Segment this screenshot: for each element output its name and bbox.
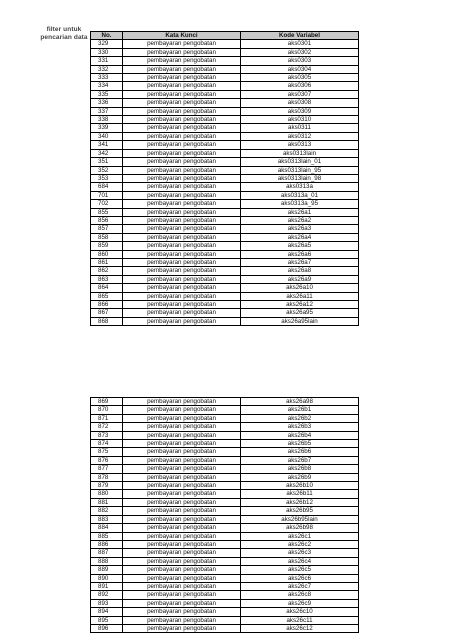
cell-kata-kunci[interactable]: pembayaran pengobatan (123, 141, 241, 149)
cell-kata-kunci[interactable]: pembayaran pengobatan (123, 574, 241, 582)
cell-kata-kunci[interactable]: pembayaran pengobatan (123, 174, 241, 182)
cell-kata-kunci[interactable]: pembayaran pengobatan (123, 490, 241, 498)
cell-kata-kunci[interactable]: pembayaran pengobatan (123, 57, 241, 65)
cell-kata-kunci[interactable]: pembayaran pengobatan (123, 524, 241, 532)
cell-kata-kunci[interactable]: pembayaran pengobatan (123, 208, 241, 216)
cell-kode-variabel[interactable]: aks26b10 (241, 482, 359, 490)
cell-kata-kunci[interactable]: pembayaran pengobatan (123, 48, 241, 56)
cell-no[interactable]: 878 (91, 473, 123, 481)
cell-no[interactable]: 857 (91, 225, 123, 233)
table-row (91, 90, 359, 98)
cell-kode-variabel[interactable]: aks0304 (241, 65, 359, 73)
cell-kata-kunci[interactable]: pembayaran pengobatan (123, 191, 241, 199)
table-row (91, 582, 359, 590)
cell-kata-kunci[interactable]: pembayaran pengobatan (123, 149, 241, 157)
cell-kata-kunci[interactable]: pembayaran pengobatan (123, 107, 241, 115)
cell-no[interactable]: 881 (91, 498, 123, 506)
table-row (91, 608, 359, 616)
cell-kode-variabel[interactable]: aks26c10 (241, 608, 359, 616)
cell-kata-kunci[interactable]: pembayaran pengobatan (123, 166, 241, 174)
cell-kata-kunci[interactable]: pembayaran pengobatan (123, 515, 241, 523)
cell-kata-kunci[interactable]: pembayaran pengobatan (123, 414, 241, 422)
table-row (91, 158, 359, 166)
cell-kata-kunci[interactable]: pembayaran pengobatan (123, 158, 241, 166)
cell-no[interactable]: 861 (91, 258, 123, 266)
table-row (91, 57, 359, 65)
cell-no[interactable]: 885 (91, 532, 123, 540)
cell-kata-kunci[interactable]: pembayaran pengobatan (123, 406, 241, 414)
cell-no[interactable]: 894 (91, 608, 123, 616)
cell-kode-variabel[interactable]: aks26c2 (241, 540, 359, 548)
cell-kode-variabel[interactable]: aks26a10 (241, 284, 359, 292)
cell-no[interactable]: 867 (91, 309, 123, 317)
table-row (91, 225, 359, 233)
cell-no[interactable]: 335 (91, 90, 123, 98)
cell-kode-variabel[interactable]: aks26b4 (241, 431, 359, 439)
cell-kode-variabel[interactable]: aks26b98 (241, 524, 359, 532)
cell-no[interactable]: 892 (91, 591, 123, 599)
cell-kode-variabel[interactable]: aks0303 (241, 57, 359, 65)
cell-kode-variabel[interactable]: aks0307 (241, 90, 359, 98)
header-kata-kunci[interactable]: Kata Kunci (123, 32, 241, 40)
cell-kode-variabel[interactable]: aks26b2 (241, 414, 359, 422)
cell-kata-kunci[interactable]: pembayaran pengobatan (123, 200, 241, 208)
table-row (91, 275, 359, 283)
cell-no[interactable]: 895 (91, 616, 123, 624)
cell-kata-kunci[interactable]: pembayaran pengobatan (123, 532, 241, 540)
cell-no[interactable]: 863 (91, 275, 123, 283)
cell-no[interactable]: 342 (91, 149, 123, 157)
cell-no[interactable]: 871 (91, 414, 123, 422)
cell-no[interactable]: 862 (91, 267, 123, 275)
cell-kode-variabel[interactable]: aks26b1 (241, 406, 359, 414)
table-row (91, 448, 359, 456)
cell-kode-variabel[interactable]: aks26b5 (241, 440, 359, 448)
cell-no[interactable]: 896 (91, 624, 123, 632)
cell-no[interactable]: 340 (91, 132, 123, 140)
cell-kode-variabel[interactable]: aks26a95 (241, 309, 359, 317)
table-row (91, 557, 359, 565)
cell-kata-kunci[interactable]: pembayaran pengobatan (123, 65, 241, 73)
table-row (91, 292, 359, 300)
table-row (91, 166, 359, 174)
cell-kode-variabel[interactable]: aks0312 (241, 132, 359, 140)
cell-kode-variabel[interactable]: aks26a12 (241, 301, 359, 309)
table-row (91, 507, 359, 515)
cell-kata-kunci[interactable]: pembayaran pengobatan (123, 423, 241, 431)
cell-kode-variabel[interactable]: aks0311 (241, 124, 359, 132)
cell-no[interactable]: 860 (91, 250, 123, 258)
cell-kata-kunci[interactable]: pembayaran pengobatan (123, 90, 241, 98)
cell-kata-kunci[interactable]: pembayaran pengobatan (123, 250, 241, 258)
table-row (91, 524, 359, 532)
cell-kode-variabel[interactable]: aks0309 (241, 107, 359, 115)
cell-kata-kunci[interactable]: pembayaran pengobatan (123, 275, 241, 283)
cell-kata-kunci[interactable]: pembayaran pengobatan (123, 225, 241, 233)
cell-kata-kunci[interactable]: pembayaran pengobatan (123, 566, 241, 574)
cell-no[interactable]: 856 (91, 216, 123, 224)
cell-kode-variabel[interactable]: aks26a98 (241, 398, 359, 406)
table-row (91, 591, 359, 599)
cell-kode-variabel[interactable]: aks26c7 (241, 582, 359, 590)
cell-no[interactable]: 873 (91, 431, 123, 439)
cell-kode-variabel[interactable]: aks0308 (241, 99, 359, 107)
cell-kode-variabel[interactable]: aks0310 (241, 116, 359, 124)
table-row (91, 515, 359, 523)
cell-kata-kunci[interactable]: pembayaran pengobatan (123, 599, 241, 607)
cell-no[interactable]: 341 (91, 141, 123, 149)
cell-kode-variabel[interactable]: aks26a5 (241, 242, 359, 250)
cell-no[interactable]: 889 (91, 566, 123, 574)
cell-kode-variabel[interactable]: aks0313a_01 (241, 191, 359, 199)
cell-kata-kunci[interactable]: pembayaran pengobatan (123, 74, 241, 82)
cell-no[interactable]: 882 (91, 507, 123, 515)
cell-kata-kunci[interactable]: pembayaran pengobatan (123, 582, 241, 590)
table-row (91, 116, 359, 124)
cell-kata-kunci[interactable]: pembayaran pengobatan (123, 398, 241, 406)
cell-kode-variabel[interactable]: aks26a9 (241, 275, 359, 283)
table-row (91, 616, 359, 624)
table-row (91, 267, 359, 275)
cell-no[interactable]: 875 (91, 448, 123, 456)
cell-kata-kunci[interactable]: pembayaran pengobatan (123, 40, 241, 48)
table-row (91, 48, 359, 56)
table-row (91, 107, 359, 115)
cell-no[interactable]: 874 (91, 440, 123, 448)
cell-kode-variabel[interactable]: aks26a1 (241, 208, 359, 216)
cell-kata-kunci[interactable]: pembayaran pengobatan (123, 507, 241, 515)
cell-kata-kunci[interactable]: pembayaran pengobatan (123, 591, 241, 599)
cell-kata-kunci[interactable]: pembayaran pengobatan (123, 124, 241, 132)
table-row (91, 574, 359, 582)
cell-kata-kunci[interactable]: pembayaran pengobatan (123, 448, 241, 456)
table-row (91, 65, 359, 73)
cell-kode-variabel[interactable]: aks26c5 (241, 566, 359, 574)
cell-kode-variabel[interactable]: aks26c9 (241, 599, 359, 607)
table-row (91, 250, 359, 258)
cell-kata-kunci[interactable]: pembayaran pengobatan (123, 267, 241, 275)
cell-no[interactable]: 339 (91, 124, 123, 132)
cell-no[interactable]: 864 (91, 284, 123, 292)
table-row (91, 124, 359, 132)
cell-kode-variabel[interactable]: aks26b95lain (241, 515, 359, 523)
table-row (91, 141, 359, 149)
table-row (91, 549, 359, 557)
cell-no[interactable]: 352 (91, 166, 123, 174)
table-row (91, 414, 359, 422)
cell-kode-variabel[interactable]: aks26c1 (241, 532, 359, 540)
cell-no[interactable]: 870 (91, 406, 123, 414)
table-row (91, 191, 359, 199)
cell-no[interactable]: 877 (91, 465, 123, 473)
header-no[interactable]: No. (91, 32, 123, 40)
table-row (91, 423, 359, 431)
table-row (91, 74, 359, 82)
cell-no[interactable]: 353 (91, 174, 123, 182)
table-row (91, 465, 359, 473)
cell-no[interactable]: 336 (91, 99, 123, 107)
cell-kode-variabel[interactable]: aks26a11 (241, 292, 359, 300)
cell-kata-kunci[interactable]: pembayaran pengobatan (123, 132, 241, 140)
table-row (91, 301, 359, 309)
cell-kode-variabel[interactable]: aks0305 (241, 74, 359, 82)
cell-no[interactable]: 879 (91, 482, 123, 490)
table-row (91, 431, 359, 439)
variable-table-1 (90, 31, 359, 326)
cell-kata-kunci[interactable]: pembayaran pengobatan (123, 233, 241, 241)
cell-kata-kunci[interactable]: pembayaran pengobatan (123, 431, 241, 439)
cell-no[interactable]: 859 (91, 242, 123, 250)
cell-no[interactable]: 887 (91, 549, 123, 557)
cell-kata-kunci[interactable]: pembayaran pengobatan (123, 465, 241, 473)
cell-kode-variabel[interactable]: aks26c12 (241, 624, 359, 632)
cell-no[interactable]: 890 (91, 574, 123, 582)
table-row (91, 216, 359, 224)
cell-kode-variabel[interactable]: aks26b3 (241, 423, 359, 431)
cell-kata-kunci[interactable]: pembayaran pengobatan (123, 616, 241, 624)
table-row (91, 200, 359, 208)
table-row (91, 540, 359, 548)
cell-no[interactable]: 866 (91, 301, 123, 309)
table-row (91, 406, 359, 414)
table-row (91, 566, 359, 574)
table-row (91, 532, 359, 540)
cell-kata-kunci[interactable]: pembayaran pengobatan (123, 99, 241, 107)
table-row (91, 233, 359, 241)
cell-no[interactable]: 886 (91, 540, 123, 548)
cell-kata-kunci[interactable]: pembayaran pengobatan (123, 557, 241, 565)
table-row (91, 242, 359, 250)
cell-kata-kunci[interactable]: pembayaran pengobatan (123, 498, 241, 506)
cell-no[interactable]: 891 (91, 582, 123, 590)
table-row (91, 599, 359, 607)
cell-kata-kunci[interactable]: pembayaran pengobatan (123, 317, 241, 325)
cell-kode-variabel[interactable]: aks26a7 (241, 258, 359, 266)
cell-no[interactable]: 702 (91, 200, 123, 208)
table-row (91, 40, 359, 48)
cell-kode-variabel[interactable]: aks0313lain_95 (241, 166, 359, 174)
cell-no[interactable]: 893 (91, 599, 123, 607)
table-row (91, 99, 359, 107)
cell-kata-kunci[interactable]: pembayaran pengobatan (123, 309, 241, 317)
cell-no[interactable]: 331 (91, 57, 123, 65)
cell-kode-variabel[interactable]: aks26b7 (241, 456, 359, 464)
cell-kode-variabel[interactable]: aks26c8 (241, 591, 359, 599)
cell-kode-variabel[interactable]: aks0302 (241, 48, 359, 56)
cell-kata-kunci[interactable]: pembayaran pengobatan (123, 82, 241, 90)
cell-kata-kunci[interactable]: pembayaran pengobatan (123, 116, 241, 124)
cell-no[interactable]: 351 (91, 158, 123, 166)
table-row (91, 317, 359, 325)
cell-no[interactable]: 869 (91, 398, 123, 406)
cell-kode-variabel[interactable]: aks26a4 (241, 233, 359, 241)
cell-kode-variabel[interactable]: aks26a8 (241, 267, 359, 275)
cell-kata-kunci[interactable]: pembayaran pengobatan (123, 284, 241, 292)
cell-kata-kunci[interactable]: pembayaran pengobatan (123, 183, 241, 191)
cell-kata-kunci[interactable]: pembayaran pengobatan (123, 624, 241, 632)
cell-no[interactable]: 883 (91, 515, 123, 523)
variable-table-2 (90, 397, 359, 633)
cell-kode-variabel[interactable]: aks0301 (241, 40, 359, 48)
cell-kata-kunci[interactable]: pembayaran pengobatan (123, 482, 241, 490)
table-row (91, 208, 359, 216)
table-row (91, 456, 359, 464)
cell-kata-kunci[interactable]: pembayaran pengobatan (123, 608, 241, 616)
cell-kata-kunci[interactable]: pembayaran pengobatan (123, 473, 241, 481)
filter-note: filter untuk pencarian data (40, 26, 88, 41)
cell-no[interactable]: 330 (91, 48, 123, 56)
cell-kode-variabel[interactable]: aks26b6 (241, 448, 359, 456)
cell-kode-variabel[interactable]: aks26b8 (241, 465, 359, 473)
table-row (91, 398, 359, 406)
cell-kode-variabel[interactable]: aks0306 (241, 82, 359, 90)
table-row (91, 309, 359, 317)
table-row (91, 183, 359, 191)
cell-kode-variabel[interactable]: aks26b12 (241, 498, 359, 506)
cell-kode-variabel[interactable]: aks0313lain_98 (241, 174, 359, 182)
cell-no[interactable]: 868 (91, 317, 123, 325)
header-kode-variabel[interactable]: Kode Variabel (241, 32, 359, 40)
cell-no[interactable]: 701 (91, 191, 123, 199)
cell-no[interactable]: 338 (91, 116, 123, 124)
table-row (91, 284, 359, 292)
cell-kode-variabel[interactable]: aks26b95 (241, 507, 359, 515)
cell-kata-kunci[interactable]: pembayaran pengobatan (123, 549, 241, 557)
cell-kode-variabel[interactable]: aks0313lain (241, 149, 359, 157)
cell-kode-variabel[interactable]: aks26b9 (241, 473, 359, 481)
cell-kode-variabel[interactable]: aks26b11 (241, 490, 359, 498)
table-row (91, 258, 359, 266)
cell-kode-variabel[interactable]: aks26a3 (241, 225, 359, 233)
cell-kata-kunci[interactable]: pembayaran pengobatan (123, 301, 241, 309)
cell-no[interactable]: 684 (91, 183, 123, 191)
table-row (91, 498, 359, 506)
table-header-row (91, 32, 359, 40)
cell-kata-kunci[interactable]: pembayaran pengobatan (123, 242, 241, 250)
cell-kode-variabel[interactable]: aks26c4 (241, 557, 359, 565)
cell-no[interactable]: 876 (91, 456, 123, 464)
cell-kode-variabel[interactable]: aks26c11 (241, 616, 359, 624)
cell-no[interactable]: 884 (91, 524, 123, 532)
table-row (91, 473, 359, 481)
cell-kata-kunci[interactable]: pembayaran pengobatan (123, 540, 241, 548)
cell-kode-variabel[interactable]: aks26c6 (241, 574, 359, 582)
cell-no[interactable]: 865 (91, 292, 123, 300)
table-row (91, 174, 359, 182)
cell-kata-kunci[interactable]: pembayaran pengobatan (123, 456, 241, 464)
cell-no[interactable]: 880 (91, 490, 123, 498)
cell-kode-variabel[interactable]: aks0313lain_01 (241, 158, 359, 166)
table-row (91, 132, 359, 140)
cell-kata-kunci[interactable]: pembayaran pengobatan (123, 258, 241, 266)
table-row (91, 82, 359, 90)
cell-kode-variabel[interactable]: aks26a2 (241, 216, 359, 224)
cell-kata-kunci[interactable]: pembayaran pengobatan (123, 440, 241, 448)
cell-no[interactable]: 872 (91, 423, 123, 431)
cell-no[interactable]: 332 (91, 65, 123, 73)
table-row (91, 490, 359, 498)
cell-no[interactable]: 855 (91, 208, 123, 216)
cell-no[interactable]: 858 (91, 233, 123, 241)
table-row (91, 149, 359, 157)
table-row (91, 440, 359, 448)
cell-no[interactable]: 334 (91, 82, 123, 90)
cell-kode-variabel[interactable]: aks26a95lain (241, 317, 359, 325)
cell-no[interactable]: 337 (91, 107, 123, 115)
cell-no[interactable]: 333 (91, 74, 123, 82)
table-row (91, 482, 359, 490)
cell-kode-variabel[interactable]: aks0313a (241, 183, 359, 191)
cell-kode-variabel[interactable]: aks26c3 (241, 549, 359, 557)
cell-kata-kunci[interactable]: pembayaran pengobatan (123, 292, 241, 300)
cell-kode-variabel[interactable]: aks0313a_95 (241, 200, 359, 208)
cell-kata-kunci[interactable]: pembayaran pengobatan (123, 216, 241, 224)
cell-kode-variabel[interactable]: aks0313 (241, 141, 359, 149)
cell-no[interactable]: 329 (91, 40, 123, 48)
cell-kode-variabel[interactable]: aks26a6 (241, 250, 359, 258)
cell-no[interactable]: 888 (91, 557, 123, 565)
